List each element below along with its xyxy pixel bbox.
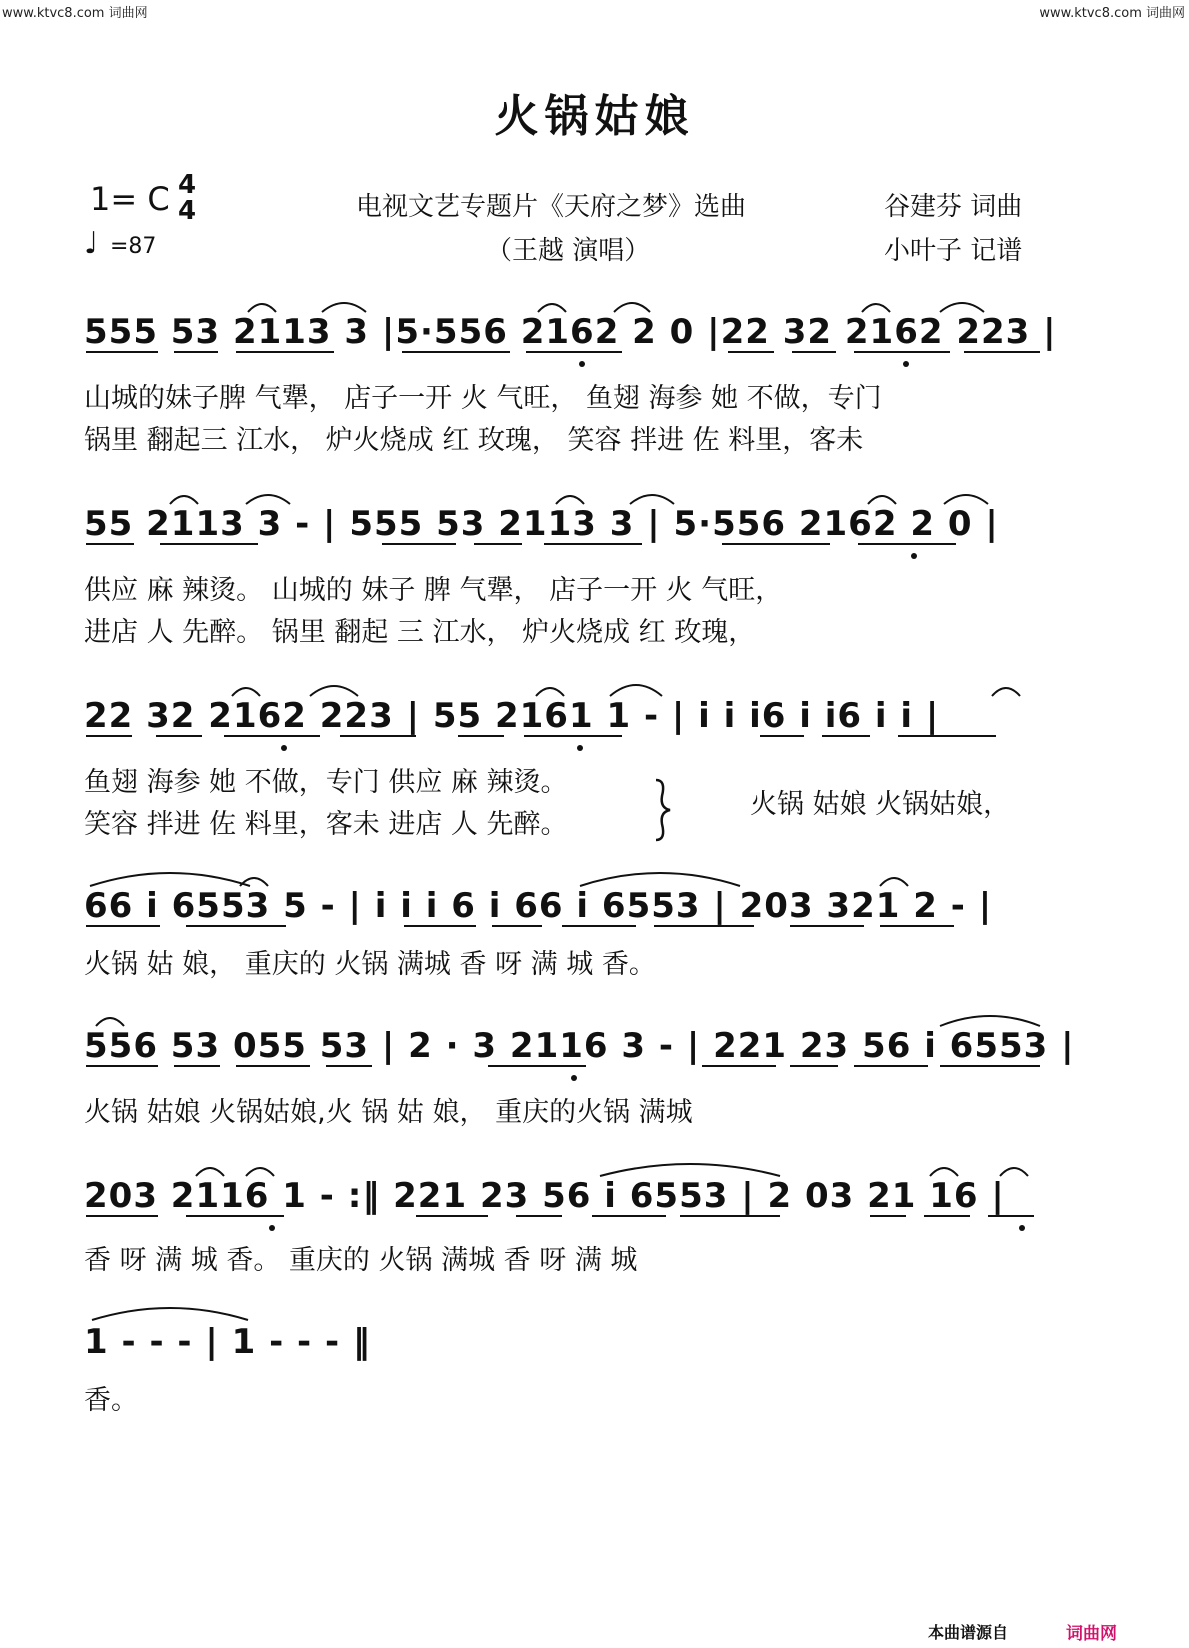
slur-mark	[538, 304, 566, 312]
transcriber: 小叶子 记谱	[884, 236, 1023, 266]
lyric-line-1-verse-2: 锅里 翻起三 江水， 炉火烧成 红 玫瑰， 笑容 拌进 佐 料里，客未	[84, 425, 864, 456]
key-signature: 1= C	[90, 180, 170, 218]
song-singer: （王越 演唱）	[486, 236, 651, 266]
site-watermark-right: www.ktvc8.com 词曲网	[1039, 6, 1185, 21]
slur-mark	[170, 496, 198, 504]
lyric-line-6: 香 呀 满 城 香。 重庆的 火锅 满城 香 呀 满 城	[84, 1245, 638, 1276]
lyricist-composer: 谷建芬 词曲	[884, 192, 1023, 222]
notation-line-1: 555 53 2113 3 |5·556 2162 2 0 |22 32 2162 223 |	[84, 312, 1057, 352]
slur-mark	[630, 495, 674, 504]
footer-source-label: 本曲谱源自	[928, 1623, 1009, 1642]
slur-mark	[196, 1168, 224, 1176]
notation-line-3: 22 32 2162 223 | 55 2161 1 - | i i i6 i i6 i i |	[84, 696, 940, 736]
lyric-line-4: 火锅 姑 娘， 重庆的 火锅 满城 香 呀 满 城 香。	[84, 949, 656, 980]
slur-mark	[248, 304, 276, 312]
site-watermark-left: www.ktvc8.com 词曲网	[2, 6, 148, 21]
slur-mark	[868, 496, 896, 504]
slur-mark	[536, 688, 564, 696]
slur-mark	[992, 688, 1020, 696]
slur-mark	[232, 688, 260, 696]
notation-line-5: 556 53 055 53 | 2 · 3 2116 3 - | 221 23 56 i 6553 |	[84, 1026, 1075, 1066]
lyric-line-2-verse-2: 进店 人 先醉。 锅里 翻起 三 江水， 炉火烧成 红 玫瑰，	[84, 617, 756, 648]
notation-line-2: 55 2113 3 - | 555 53 2113 3 | 5·556 2162 2 0 |	[84, 504, 999, 544]
slur-mark	[940, 1016, 1040, 1026]
notation-line-7: 1 - - - | 1 - - - ‖	[84, 1322, 371, 1362]
lyric-line-7: 香。	[84, 1385, 138, 1416]
slur-mark	[880, 878, 908, 886]
slur-mark	[246, 1168, 274, 1176]
quarter-note-icon: ♩	[84, 226, 99, 261]
lyric-line-3-verse-2: 笑容 拌进 佐 料里，客未 进店 人 先醉。	[84, 809, 568, 840]
notation-line-6: 203 2116 1 - :‖ 221 23 56 i 6553 | 2 03 21 16 |	[84, 1176, 1005, 1216]
lyric-line-2-verse-1: 供应 麻 辣烫。 山城的 妹子 脾 气犟， 店子一开 火 气旺，	[84, 575, 783, 606]
song-title: 火锅姑娘	[494, 91, 695, 142]
slur-mark	[580, 873, 740, 886]
slur-mark	[940, 303, 984, 312]
slur-mark	[310, 686, 358, 696]
tempo-value: =87	[110, 234, 157, 259]
slur-mark	[1000, 1168, 1028, 1176]
tie-mark	[92, 1308, 248, 1320]
slur-mark	[246, 495, 290, 504]
refrain-lyric: 火锅 姑娘 火锅姑娘，	[750, 789, 1011, 820]
lyric-line-5: 火锅 姑娘 火锅姑娘,火 锅 姑 娘， 重庆的火锅 满城	[84, 1097, 693, 1128]
notation-line-4: 66 i 6553 5 - | i i i 6 i 66 i 6553 | 203 321 2 - |	[84, 886, 993, 926]
slur-mark	[610, 685, 662, 696]
time-signature-top: 4	[178, 170, 197, 200]
slur-mark	[96, 1018, 124, 1026]
slur-mark	[944, 495, 988, 504]
slur-mark	[862, 304, 890, 312]
slur-mark	[322, 303, 366, 312]
slur-mark	[90, 873, 250, 886]
brace-mark	[656, 780, 670, 840]
slur-mark	[930, 1168, 958, 1176]
slur-mark	[600, 1164, 780, 1176]
song-source: 电视文艺专题片《天府之梦》选曲	[356, 192, 747, 222]
slur-mark	[614, 303, 650, 312]
lyric-line-3-verse-1: 鱼翅 海参 她 不做，专门 供应 麻 辣烫。	[84, 767, 568, 798]
lyric-line-1-verse-1: 山城的妹子脾 气犟， 店子一开 火 气旺， 鱼翅 海参 她 不做，专门	[84, 383, 882, 414]
time-signature-bottom: 4	[178, 196, 197, 226]
slur-mark	[556, 496, 584, 504]
footer-brand-link[interactable]: 词曲网	[1066, 1624, 1117, 1644]
